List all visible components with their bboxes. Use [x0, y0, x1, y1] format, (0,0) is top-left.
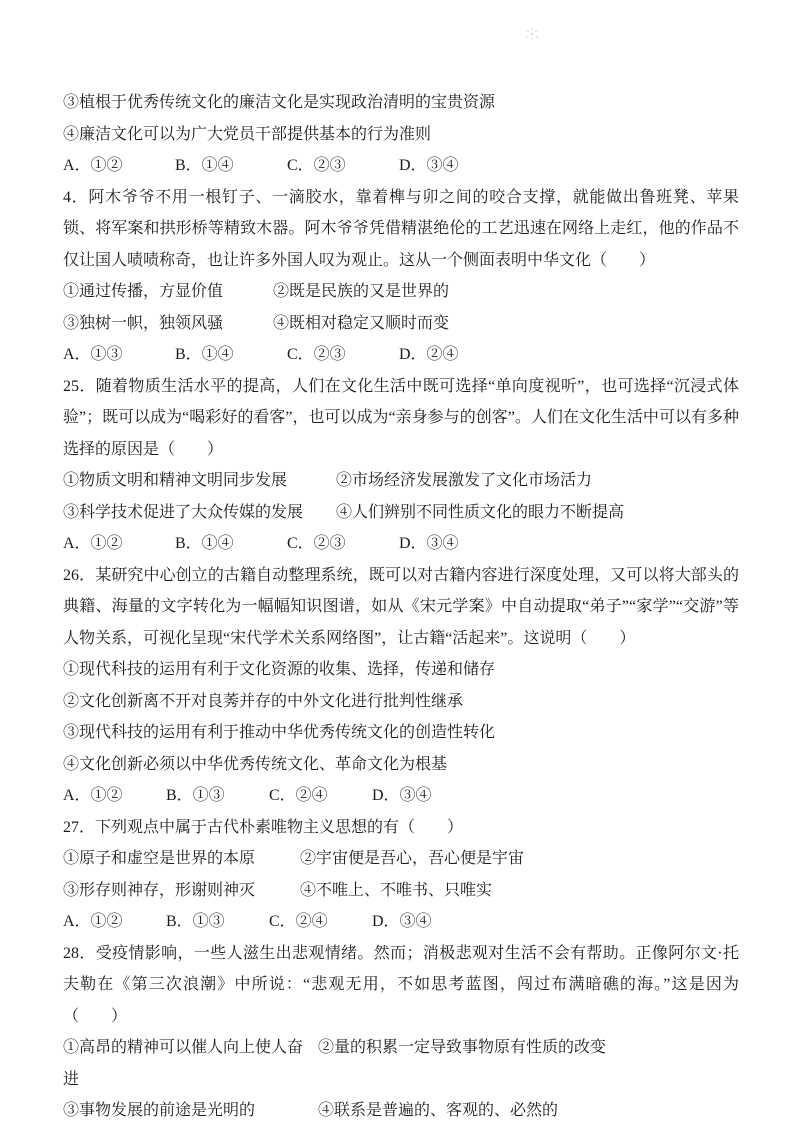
q25-answer-row	[63, 528, 739, 560]
q3-answer-c: C．②③	[287, 157, 346, 174]
q28-stem: 28．受疫情影响，一些人滋生出悲观情绪。然而；消极悲观对生活不会有帮助。正像阿尔文·托夫勒在《第三次浪潮》中所说：“悲观无用，不如思考蓝图，闯过布满暗礁的海。”这是因为（ ）	[63, 944, 739, 1025]
q26-answer-c: C．②④	[269, 787, 328, 804]
q3-answer-a: A．①②	[63, 157, 123, 174]
q4-option-3: ③独树一帜，独领风骚	[63, 314, 224, 332]
q26-option-4: ④文化创新必须以中华优秀传统文化、革命文化为根基	[63, 755, 448, 773]
q27-option-3: ③形存则神存，形谢则神灭	[63, 881, 256, 899]
q28-option-2: ②量的积累一定导致事物原有性质的改变	[318, 1039, 607, 1056]
q27-stem: 27．下列观点中属于古代朴素唯物主义思想的有（ ）	[63, 818, 464, 836]
q26-option-1: ①现代科技的运用有利于文化资源的收集、选择，传递和储存	[63, 661, 496, 678]
q25-answer-a: A．①②	[63, 535, 123, 552]
q28-option-row-2	[63, 1095, 739, 1122]
q4-option-4: ④既相对稳定又顺时而变	[273, 314, 450, 332]
document-body	[63, 87, 739, 1122]
q3-option-item-3: ③植根于优秀传统文化的廉洁文化是实现政治清明的宝贵资源	[63, 94, 496, 111]
q4-answer-row	[63, 339, 739, 371]
q4-option-row-2	[63, 308, 739, 340]
q3-answer-d: D．③④	[399, 157, 459, 174]
q25-option-3: ③科学技术促进了大众传媒的发展	[63, 503, 304, 521]
q25-option-2: ②市场经济发展激发了文化市场活力	[336, 472, 593, 489]
q27-option-4: ④不唯上、不唯书、只唯实	[300, 881, 493, 899]
q28-option-3: ③事物发展的前途是光明的	[63, 1102, 256, 1119]
q4-option-row-1	[63, 276, 739, 308]
q4-answer-c: C．②③	[287, 346, 346, 363]
q27-answer-d: D．③④	[372, 913, 432, 930]
q26-stem: 26．某研究中心创立的古籍自动整理系统，既可以对古籍内容进行深度处理，又可以将大部头的典籍、海量的文字转化为一幅幅知识图谱，如从《宋元学案》中自动提取“弟子”“家学”“交游”等人物关系，可视化呈现“宋代学术关系网络图”，让古籍“活起来”。这说明（ ）	[63, 566, 739, 647]
q27-answer-row	[63, 906, 739, 938]
q27-option-2: ②宇宙便是吾心，吾心便是宇宙	[300, 850, 525, 867]
q25-stem: 25．随着物质生活水平的提高，人们在文化生活中既可选择“单向度视听”，也可选择“沉浸式体验”；既可以成为“喝彩好的看客”，也可以成为“亲身参与的创客”。人们在文化生活中可以有多种选择的原因是（ ）	[63, 377, 739, 458]
q3-answer-row	[63, 150, 739, 182]
q25-answer-d: D．③④	[399, 535, 459, 552]
q26-answer-row	[63, 780, 739, 812]
q26-answer-d: D．③④	[372, 787, 432, 804]
q25-option-row-2	[63, 497, 739, 529]
q25-option-1: ①物质文明和精神文明同步发展	[63, 472, 288, 489]
q4-option-1: ①通过传播，方显价值	[63, 283, 224, 300]
q25-option-4: ④人们辨别不同性质文化的眼力不断提高	[336, 503, 625, 521]
q25-answer-b: B．①④	[175, 535, 234, 552]
q3-option-item-4: ④廉洁文化可以为广大党员干部提供基本的行为准则	[63, 125, 432, 143]
q4-answer-b: B．①④	[175, 346, 234, 363]
q28-option-row-1	[63, 1032, 739, 1095]
q26-option-2: ②文化创新离不开对良莠并存的中外文化进行批判性继承	[63, 692, 464, 710]
print-artifact-dot	[531, 33, 533, 35]
q4-answer-a: A．①③	[63, 346, 123, 363]
q26-answer-b: B．①③	[166, 787, 225, 804]
q28-option-1: ①高昂的精神可以催人向上使人奋进	[63, 1039, 304, 1088]
q25-option-row-1	[63, 465, 739, 497]
q4-option-2: ②既是民族的又是世界的	[273, 283, 450, 300]
q27-answer-a: A．①②	[63, 913, 123, 930]
q28-option-4: ④联系是普遍的、客观的、必然的	[318, 1102, 559, 1119]
q27-answer-c: C．②④	[269, 913, 328, 930]
q25-answer-c: C．②③	[287, 535, 346, 552]
q26-option-3: ③现代科技的运用有利于推动中华优秀传统文化的创造性转化	[63, 724, 496, 741]
q27-answer-b: B．①③	[166, 913, 225, 930]
q27-option-row-1	[63, 843, 739, 875]
q4-answer-d: D．②④	[399, 346, 459, 363]
q27-option-1: ①原子和虚空是世界的本原	[63, 850, 256, 867]
q27-option-row-2	[63, 875, 739, 907]
q3-answer-b: B．①④	[175, 157, 234, 174]
q26-answer-a: A．①②	[63, 787, 123, 804]
q4-stem: 4．阿木爷爷不用一根钉子、一滴胶水，靠着榫与卯之间的咬合支撑，就能做出鲁班凳、苹果锁、将军案和拱形桥等精致木器。阿木爷爷凭借精湛绝伦的工艺迅速在网络上走红，他的作品不仅让国人啧啧称奇，也让许多外国人叹为观止。这从一个侧面表明中华文化（ ）	[63, 188, 739, 269]
